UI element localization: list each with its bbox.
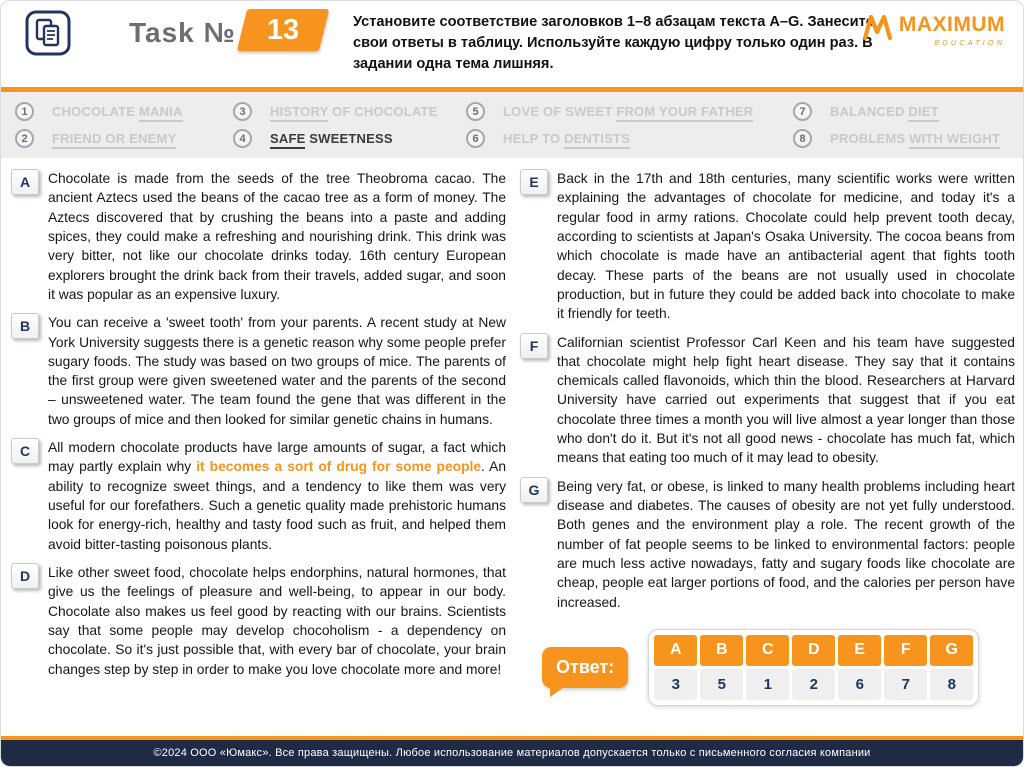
paragraph-E: [520, 169, 1015, 324]
heading-item-6: [466, 129, 793, 148]
heading-number: 2: [15, 129, 34, 148]
paragraph-text: You can receive a 'sweet tooth' from your parents. A recent study at New York University suggests there is a genetic reason why some people prefer sugary foods. The study was based on two groups of mice. The parents of the first group were given sweetened water and the parents of the second – unsweetened water. The team found the gene that was different in the two groups of mice and then looked for similar genetic chains in humans.: [48, 315, 506, 427]
paragraph-A: [11, 169, 506, 304]
paragraph-text: Californian scientist Professor Carl Keen and his team have suggested that chocolate might help fight heart disease. They say that it contains chemicals called flavonoids, which thin the blood. Researchers at Harvard University have carried out experiments that suggest that if you eat chocolate three times a month you will live almost a year longer than those who don't do it. But it's not all good news - chocolate has much fat, which means that eating too much of it may lead to obesity.: [557, 334, 1015, 466]
paragraph-B: [11, 313, 506, 429]
headings-band: [1, 92, 1023, 158]
instruction-text: Установите соответствие заголовков 1–8 абзацам текста A–G. Занесите свои ответы в таблицу. Используйте каждую цифру только один раз. В задании одна тема лишняя.: [353, 14, 874, 73]
paragraph-letter-badge: E: [520, 169, 548, 195]
headings-column-4: [793, 102, 1009, 148]
paragraph-text: Being very fat, or obese, is linked to many health problems including heart disease and diabetes. The causes of obesity are not yet fully understood. Both genes and the environment play a role. The recent growth of the number of fat people seems to be linked to environmental factors: people are much less active nowadays, fatty and sugary foods like chocolate are cheap, people eat larger portions of food, and the calories per person have increased.: [557, 478, 1015, 610]
right-text-column: [520, 169, 1015, 738]
heading-item-2: [15, 129, 233, 148]
heading-number: 5: [466, 102, 485, 121]
heading-label: CHOCOLATE MANIA: [52, 104, 183, 119]
answer-column-B: B: [700, 635, 743, 666]
headings-column-2: [233, 102, 466, 148]
heading-number: 1: [15, 102, 34, 121]
answer-value-F: 7: [884, 669, 927, 700]
paragraph-letter-badge: D: [11, 563, 39, 589]
answer-column-A: A: [654, 635, 697, 666]
answer-value-B: 5: [700, 669, 743, 700]
headings-grid: [15, 102, 1009, 148]
left-text-column: [11, 169, 506, 738]
paragraph-text: All modern chocolate products have large amounts of sugar, a fact which may partly explain why it becomes a sort of drug for some people. An ability to recognize sweet things, and a tendency to like them was very useful for our forefathers. Such a genetic quality made prehistoric humans look for energy-rich, healthy and tasty food such as fruit, and helped them avoid bitter-tasting poisonous plants.: [48, 440, 507, 552]
paragraph-text: Like other sweet food, chocolate helps endorphins, natural hormones, that give us the feelings of pleasure and well-being, to appear in our body. Chocolate also makes us feel good by reacting with our brains. Scientists say that some people may develop chocoholism - a dependency on chocolate. So it's just possible that, with every bar of chocolate, your brain changes step by step in order to make you love chocolate more and more!: [48, 564, 506, 677]
heading-label: PROBLEMS WITH WEIGHT: [830, 131, 1000, 146]
task-label: Task №: [129, 17, 236, 48]
brand-name: MAXIMUM: [898, 13, 1005, 36]
answer-value-G: 8: [930, 669, 973, 700]
paragraph-G: [520, 477, 1015, 612]
heading-number: 3: [233, 102, 252, 121]
brand-text: [899, 14, 1005, 47]
answer-table: [648, 629, 979, 706]
headings-column-3: [466, 102, 793, 148]
text-columns: [1, 158, 1023, 738]
heading-label: FRIEND OR ENEMY: [52, 131, 176, 146]
heading-number: 4: [233, 129, 252, 148]
copyright-text: ©2024 ООО «Юмакс». Все права защищены. Любое использование материалов допускается только с письменного согласия компании: [153, 747, 871, 759]
documents-icon: [25, 10, 71, 56]
paragraph-letter-badge: G: [520, 477, 548, 503]
heading-item-8: [793, 129, 1009, 148]
paragraph-D: [11, 563, 506, 679]
header: [1, 1, 1023, 87]
maximum-m-icon: [862, 14, 892, 46]
heading-number: 6: [466, 129, 485, 148]
heading-label: LOVE OF SWEET FROM YOUR FATHER: [503, 104, 753, 119]
heading-label: HELP TO DENTISTS: [503, 131, 630, 146]
paragraph-C: [11, 438, 506, 554]
heading-label: HISTORY OF CHOCOLATE: [270, 104, 437, 119]
heading-item-5: [466, 102, 793, 121]
footer-bar: [1, 740, 1023, 766]
heading-number: 8: [793, 129, 812, 148]
paragraph-text: Chocolate is made from the seeds of the tree Theobroma cacao. The ancient Aztecs used the beans of the cacao tree as a form of money. The Aztecs discovered that by crushing the beans into a paste and adding spices, they could make a refreshing and nourishing drink. This drink was very bitter, not like our chocolate drinks today. 16th century European explorers brought the drink back from their travels, added sugar, and soon it was popular as an expensive luxury.: [48, 171, 506, 302]
heading-number: 7: [793, 102, 812, 121]
brand-subtitle: EDUCATION: [934, 38, 1005, 47]
heading-item-3: [233, 102, 466, 121]
paragraph-letter-badge: B: [11, 313, 39, 339]
paragraph-letter-badge: C: [11, 438, 39, 464]
heading-label: BALANCED DIET: [830, 104, 939, 119]
answer-column-C: C: [746, 635, 789, 666]
task-number: 13: [266, 13, 300, 46]
heading-item-4: [233, 129, 466, 148]
answer-section: [542, 629, 1015, 706]
heading-label: SAFE SWEETNESS: [270, 131, 393, 146]
answer-column-F: F: [884, 635, 927, 666]
paragraph-letter-badge: F: [520, 333, 548, 359]
brand-logo: [862, 14, 1005, 47]
answer-value-E: 6: [838, 669, 881, 700]
answer-column-E: E: [838, 635, 881, 666]
paragraph-letter-badge: A: [11, 169, 39, 195]
answer-value-C: 1: [746, 669, 789, 700]
answer-column-G: G: [930, 635, 973, 666]
headings-column-1: [15, 102, 233, 148]
heading-item-1: [15, 102, 233, 121]
answer-label-bubble: Ответ:: [542, 647, 628, 688]
heading-item-7: [793, 102, 1009, 121]
paragraph-F: [520, 333, 1015, 468]
answer-value-A: 3: [654, 669, 697, 700]
answer-table-header-row: [654, 635, 973, 666]
answer-column-D: D: [792, 635, 835, 666]
answer-value-D: 2: [792, 669, 835, 700]
answer-table-value-row: [654, 669, 973, 700]
paragraph-text: Back in the 17th and 18th centuries, many scientific works were written explaining the advantages of chocolate for medicine, and today it's a regular food in army rations. Chocolate could help prevent tooth decay, according to scientists at Japan's Osaka University. The cocoa beans from which chocolate is made have an antibacterial agent that fights tooth decay. These parts of the beans are not usually used in chocolate production, but in future they could be added back into chocolate to make it friendly for teeth.: [557, 171, 1015, 322]
